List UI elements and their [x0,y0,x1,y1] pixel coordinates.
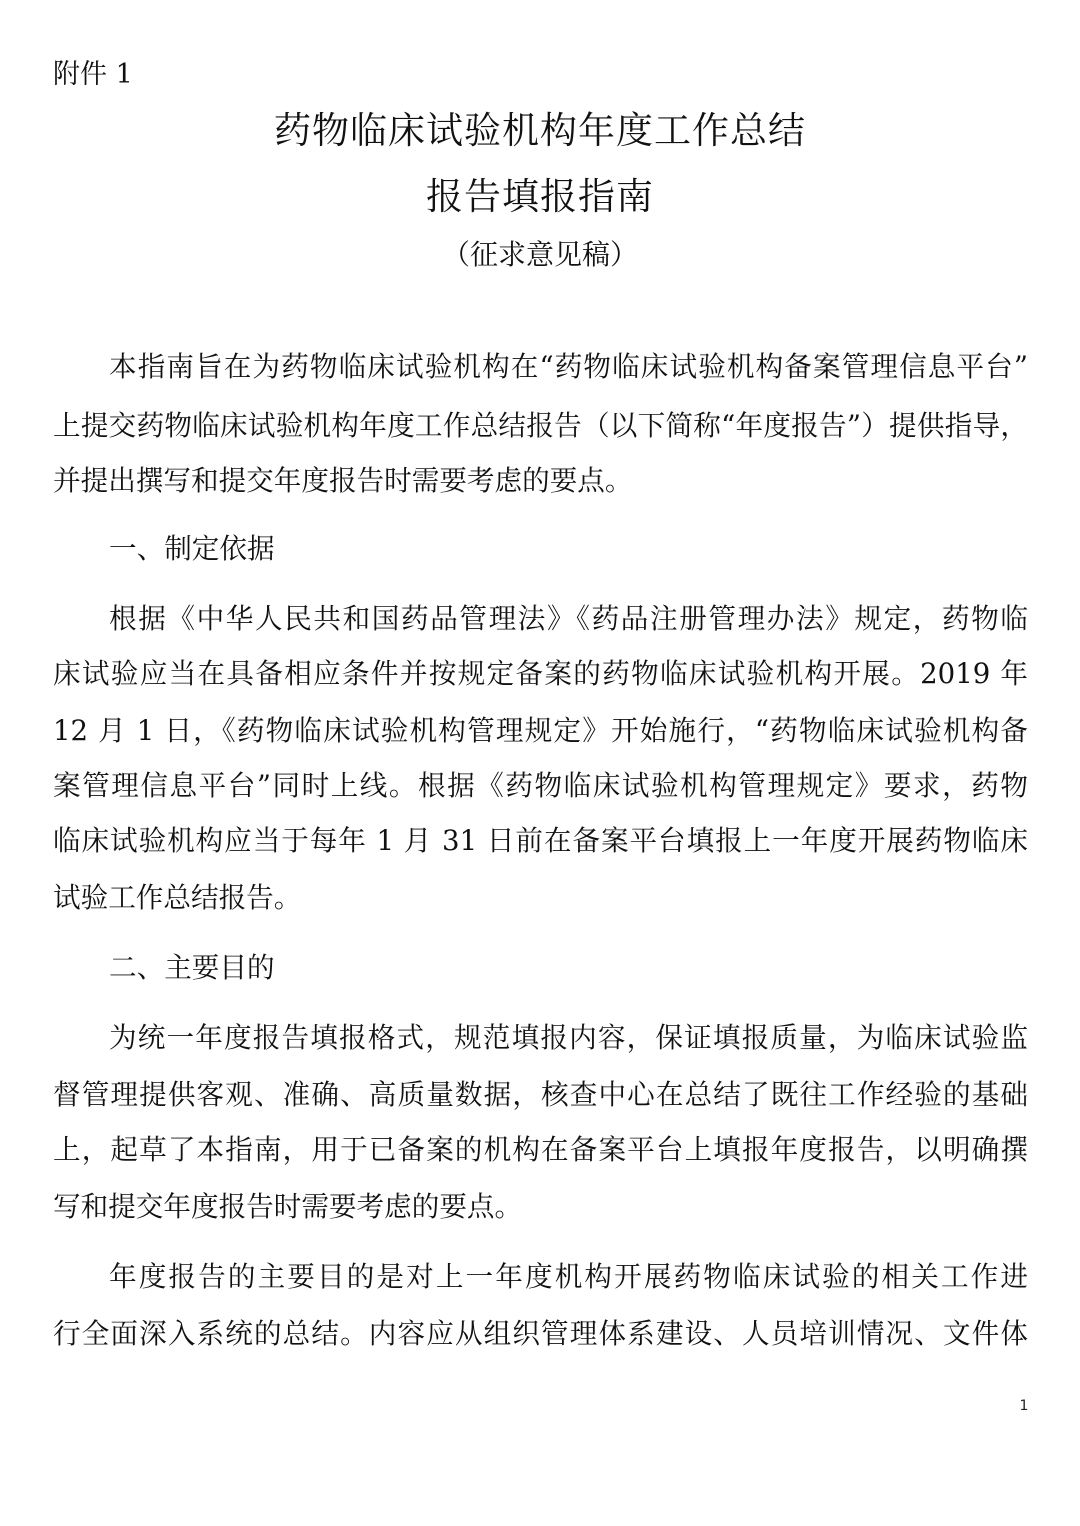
section2-paragraph2-line: 年度报告的主要目的是对上一年度机构开展药物临床试验的相关工作进 [109,1260,1028,1293]
section2-paragraph-line: 写和提交年度报告时需要考虑的要点。 [53,1190,523,1223]
section1-paragraph-line: 根据《中华人民共和国药品管理法》《药品注册管理办法》规定，药物临 [109,602,1028,635]
section-heading-basis: 一、制定依据 [109,532,275,565]
section1-paragraph-line: 临床试验机构应当于每年 1 月 31 日前在备案平台填报上一年度开展药物临床 [53,824,1028,857]
section-heading-purpose: 二、主要目的 [109,951,275,984]
section1-paragraph-line: 案管理信息平台”同时上线。根据《药物临床试验机构管理规定》要求，药物 [53,769,1028,802]
document-title-line-2: 报告填报指南 [426,175,654,218]
section2-paragraph2-line: 行全面深入系统的总结。内容应从组织管理体系建设、人员培训情况、文件体 [53,1317,1028,1350]
intro-paragraph-line: 并提出撰写和提交年度报告时需要考虑的要点。 [53,464,633,497]
section2-paragraph-line: 督管理提供客观、准确、高质量数据，核查中心在总结了既往工作经验的基础 [53,1078,1028,1111]
section1-paragraph-line: 试验工作总结报告。 [53,881,302,914]
section1-paragraph-line: 床试验应当在具备相应条件并按规定备案的药物临床试验机构开展。2019 年 [53,657,1028,690]
section1-paragraph-line: 12 月 1 日，《药物临床试验机构管理规定》开始施行，“药物临床试验机构备 [53,714,1028,747]
intro-paragraph-line: 本指南旨在为药物临床试验机构在“药物临床试验机构备案管理信息平台” [109,350,1028,383]
section2-paragraph-line: 上，起草了本指南，用于已备案的机构在备案平台上填报年度报告，以明确撰 [53,1133,1028,1166]
page-number: 1 [1019,1398,1029,1414]
section2-paragraph-line: 为统一年度报告填报格式，规范填报内容，保证填报质量，为临床试验监 [109,1021,1028,1054]
document-subtitle: （征求意见稿） [441,238,638,271]
attachment-label: 附件 1 [53,59,133,90]
intro-paragraph-line: 上提交药物临床试验机构年度工作总结报告（以下简称“年度报告”）提供指导， [53,409,1028,442]
document-title-line-1: 药物临床试验机构年度工作总结 [274,109,806,152]
